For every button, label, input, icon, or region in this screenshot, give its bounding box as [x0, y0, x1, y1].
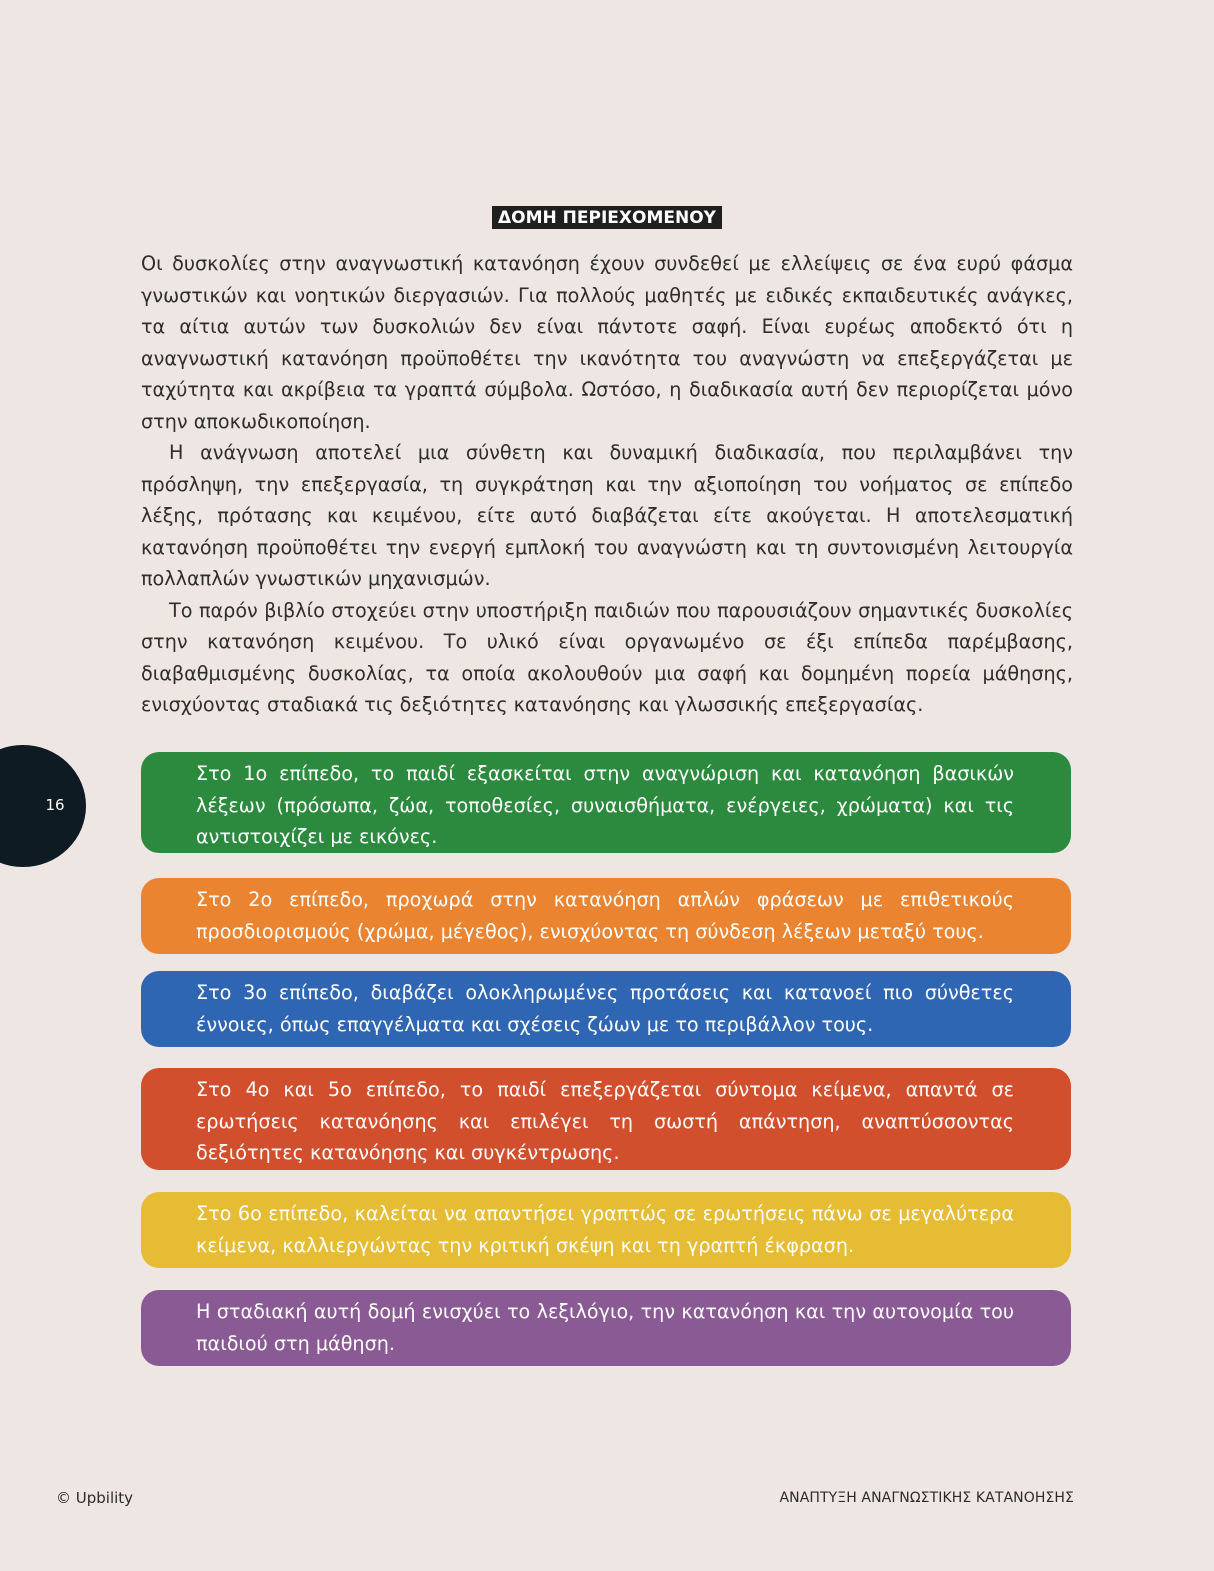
- footer-copyright: © Upbility: [56, 1489, 134, 1507]
- footer-book-title: ΑΝΑΠΤΥΞΗ ΑΝΑΓΝΩΣΤΙΚΗΣ ΚΑΤΑΝΟΗΣΗΣ: [779, 1490, 1074, 1506]
- level-box-4-5: [141, 1068, 1071, 1170]
- level-text: Στο 2ο επίπεδο, προχωρά στην κατανόηση απλών φράσεων με επιθετικούς προσδιορισμούς (χρώμα, μέγεθος), ενισχύοντας τη σύνδεση λέξεων μεταξύ τους.: [196, 888, 1014, 943]
- level-text: Στο 3ο επίπεδο, διαβάζει ολοκληρωμένες προτάσεις και κατανοεί πιο σύνθετες έννοιες, όπως επαγγέλματα και σχέσεις ζώων με το περιβάλλον τους.: [196, 981, 1014, 1036]
- level-box-1: [141, 752, 1071, 853]
- level-box-3: [141, 971, 1071, 1047]
- summary-text: Η σταδιακή αυτή δομή ενισχύει το λεξιλόγιο, την κατανόηση και την αυτονομία του παιδιού στη μάθηση.: [196, 1300, 1014, 1355]
- intro-paragraph: Το παρόν βιβλίο στοχεύει στην υποστήριξη παιδιών που παρουσιάζουν σημαντικές δυσκολίες στην κατανόηση κειμένου. Το υλικό είναι οργανωμένο σε έξι επίπεδα παρέμβασης, διαβαθμισμένης δυσκολίας, τα οποία ακολουθούν μια σαφή και δομημένη πορεία μάθησης, ενισχύοντας σταδιακά τις δεξιότητες κατανόησης και γλωσσικής επεξεργασίας.: [141, 598, 1073, 716]
- level-text: Στο 1ο επίπεδο, το παιδί εξασκείται στην αναγνώριση και κατανόηση βασικών λέξεων (πρόσωπα, ζώα, τοποθεσίες, συναισθήματα, ενέργειες, χρώματα) και τις αντιστοιχίζει με εικόνες.: [196, 762, 1014, 848]
- page-number: 16: [45, 796, 65, 814]
- level-box-6: [141, 1192, 1071, 1268]
- level-text: Στο 6ο επίπεδο, καλείται να απαντήσει γραπτώς σε ερωτήσεις πάνω σε μεγαλύτερα κείμενα, καλλιεργώντας την κριτική σκέψη και τη γραπτή έκφραση.: [196, 1202, 1014, 1257]
- level-text: Στο 4ο και 5ο επίπεδο, το παιδί επεξεργάζεται σύντομα κείμενα, απαντά σε ερωτήσεις κατανόησης και επιλέγει τη σωστή απάντηση, αναπτύσσοντας δεξιότητες κατανόησης και συγκέντρωσης.: [196, 1078, 1014, 1164]
- intro-text: [141, 248, 1073, 721]
- intro-paragraph: Η ανάγνωση αποτελεί μια σύνθετη και δυναμική διαδικασία, που περιλαμβάνει την πρόσληψη, την επεξεργασία, τη συγκράτηση και την αξιοποίηση του νοήματος σε επίπεδο λέξης, πρότασης και κειμένου, είτε αυτό διαβάζεται είτε ακούγεται. Η αποτελεσματική κατανόηση προϋποθέτει την ενεργή εμπλοκή του αναγνώστη και τη συντονισμένη λειτουργία πολλαπλών γνωστικών μηχανισμών.: [141, 441, 1073, 590]
- summary-box: [141, 1290, 1071, 1366]
- intro-paragraph: Οι δυσκολίες στην αναγνωστική κατανόηση έχουν συνδεθεί με ελλείψεις σε ένα ευρύ φάσμα γνωστικών και νοητικών διεργασιών. Για πολλούς μαθητές με ειδικές εκπαιδευτικές ανάγκες, τα αίτια αυτών των δυσκολιών δεν είναι πάντοτε σαφή. Είναι ευρέως αποδεκτό ότι η αναγνωστική κατανόηση προϋποθέτει την ικανότητα του αναγνώστη να επεξεργάζεται με ταχύτητα και ακρίβεια τα γραπτά σύμβολα. Ωστόσο, η διαδικασία αυτή δεν περιορίζεται μόνο στην αποκωδικοποίηση.: [141, 252, 1073, 433]
- section-title-wrap: [0, 206, 1214, 229]
- section-title: ΔΟΜΗ ΠΕΡΙΕΧΟΜΕΝΟΥ: [492, 206, 722, 229]
- level-box-2: [141, 878, 1071, 954]
